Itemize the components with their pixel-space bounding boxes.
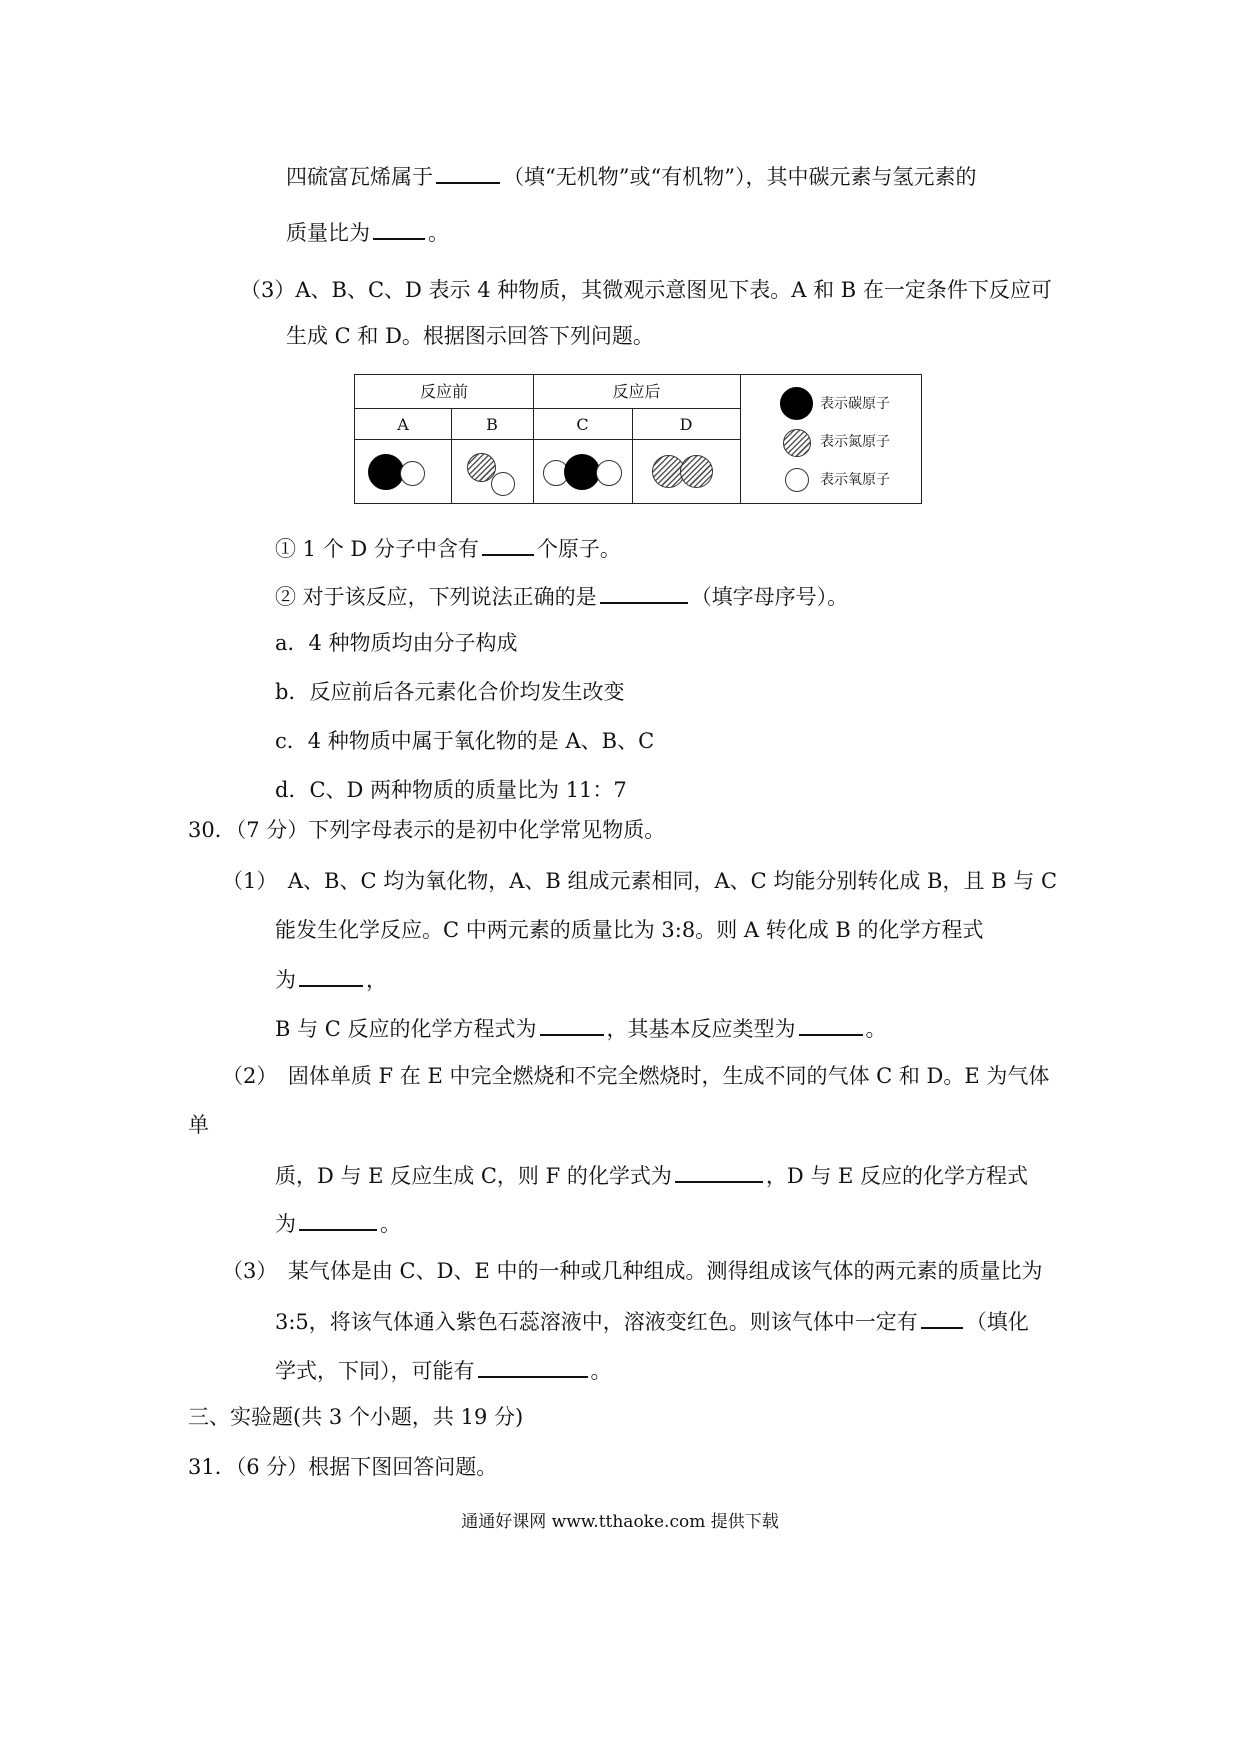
answer-blank[interactable] xyxy=(921,1305,963,1329)
text: 。 xyxy=(590,1359,612,1383)
text: 。 xyxy=(380,1212,401,1236)
text: 为 xyxy=(275,1212,296,1236)
question-3-intro: （3）A、B、C、D 表示 4 种物质，其微观示意图见下表。A 和 B 在一定条件下反应可 xyxy=(240,278,1052,302)
q30-part-2: （2） 固体单质 F 在 E 中完全燃烧和不完全燃烧时，生成不同的气体 C 和 D。E 为气体 xyxy=(222,1064,1050,1088)
legend-nitrogen-icon xyxy=(783,429,811,457)
text: 四硫富瓦烯属于 xyxy=(286,165,433,189)
header-after: 反应后 xyxy=(612,382,661,401)
answer-blank[interactable] xyxy=(799,1012,863,1036)
q30-part-1-cont: 能发生化学反应。C 中两元素的质量比为 3:8。则 A 转化成 B 的化学方程式 xyxy=(275,918,984,942)
legend-oxygen-icon xyxy=(785,468,809,492)
label-b: B xyxy=(486,415,498,434)
text: 学式，下同），可能有 xyxy=(275,1359,475,1383)
oxygen-atom-icon xyxy=(491,472,515,496)
q30-part-2-cont xyxy=(275,1159,1028,1191)
question-30: 30．（7 分）下列字母表示的是初中化学常见物质。 xyxy=(188,818,666,842)
oxygen-atom-icon xyxy=(596,460,622,486)
legend-carbon-text: 表示碳原子 xyxy=(820,396,890,412)
text: 为 xyxy=(275,968,296,992)
divider xyxy=(355,439,740,440)
text: 个原子。 xyxy=(536,537,621,561)
text: 3:5，将该气体通入紫色石蕊溶液中，溶液变红色。则该气体中一定有 xyxy=(275,1310,918,1334)
q30-part-3: （3） 某气体是由 C、D、E 中的一种或几种组成。测得组成该气体的两元素的质量比为 xyxy=(222,1259,1043,1283)
section-3-heading: 三、实验题(共 3 个小题，共 19 分) xyxy=(188,1405,524,1429)
page-footer: 通通好课网 www.tthaoke.com 提供下载 xyxy=(461,1512,779,1532)
sub-question-2 xyxy=(275,580,848,612)
header-before: 反应前 xyxy=(419,382,468,401)
line-2 xyxy=(286,216,449,248)
text: ，D 与 E 反应的化学方程式 xyxy=(765,1164,1029,1188)
question-31: 31．（6 分）根据下图回答问题。 xyxy=(188,1455,498,1479)
q30-part-1: （1） A、B、C 均为氧化物，A、B 组成元素相同，A、C 均能分别转化成 B，且 B 与 C xyxy=(222,869,1058,893)
sub-question-1 xyxy=(275,532,621,564)
text: （填字母序号）。 xyxy=(690,585,849,609)
nitrogen-atom-icon xyxy=(680,455,713,488)
text: （填“无机物”或“有机物”），其中碳元素与氢元素的 xyxy=(503,165,977,189)
label-a: A xyxy=(397,415,409,434)
label-c: C xyxy=(576,415,589,434)
q30-part-3-cont xyxy=(275,1305,1029,1337)
answer-blank[interactable] xyxy=(482,532,534,556)
q30-part-2-blank xyxy=(275,1207,401,1239)
answer-blank[interactable] xyxy=(373,216,425,240)
option-c: c．4 种物质中属于氧化物的是 A、B、C xyxy=(275,729,655,753)
text: ，其基本反应类型为 xyxy=(606,1017,796,1041)
line-1 xyxy=(286,160,976,192)
oxygen-atom-icon xyxy=(400,461,425,486)
divider xyxy=(740,375,741,503)
carbon-atom-icon xyxy=(564,454,600,490)
answer-blank[interactable] xyxy=(600,580,688,604)
q30-part-1-equation xyxy=(275,1012,887,1044)
text: B 与 C 反应的化学方程式为 xyxy=(275,1017,537,1041)
legend-carbon-icon xyxy=(780,387,813,420)
text: （填化 xyxy=(965,1310,1029,1334)
text: ① 1 个 D 分子中含有 xyxy=(275,537,479,561)
divider xyxy=(355,408,740,409)
option-b: b．反应前后各元素化合价均发生改变 xyxy=(275,680,625,704)
label-d: D xyxy=(679,415,693,434)
option-a: a．4 种物质均由分子构成 xyxy=(275,631,518,655)
option-d: d．C、D 两种物质的质量比为 11：7 xyxy=(275,778,627,802)
answer-blank[interactable] xyxy=(540,1012,604,1036)
answer-blank[interactable] xyxy=(478,1354,588,1378)
q30-part-3-blank xyxy=(275,1354,612,1386)
text: 。 xyxy=(428,221,449,245)
text: 。 xyxy=(865,1017,887,1041)
text: 质，D 与 E 反应生成 C，则 F 的化学式为 xyxy=(275,1164,672,1188)
reaction-table xyxy=(354,374,922,504)
text: ② 对于该反应，下列说法正确的是 xyxy=(275,585,597,609)
answer-blank[interactable] xyxy=(299,963,363,987)
legend-oxygen-text: 表示氧原子 xyxy=(820,472,890,488)
answer-blank[interactable] xyxy=(436,160,500,184)
legend-nitrogen-text: 表示氮原子 xyxy=(820,434,890,450)
answer-blank[interactable] xyxy=(299,1207,377,1231)
answer-blank[interactable] xyxy=(675,1159,763,1183)
q30-part-1-blank xyxy=(275,963,387,995)
question-3-intro-cont: 生成 C 和 D。根据图示回答下列问题。 xyxy=(286,324,654,348)
text: ， xyxy=(366,968,387,992)
q30-part-2-wrap: 单 xyxy=(188,1113,209,1137)
text: 质量比为 xyxy=(286,221,370,245)
carbon-atom-icon xyxy=(368,454,404,490)
